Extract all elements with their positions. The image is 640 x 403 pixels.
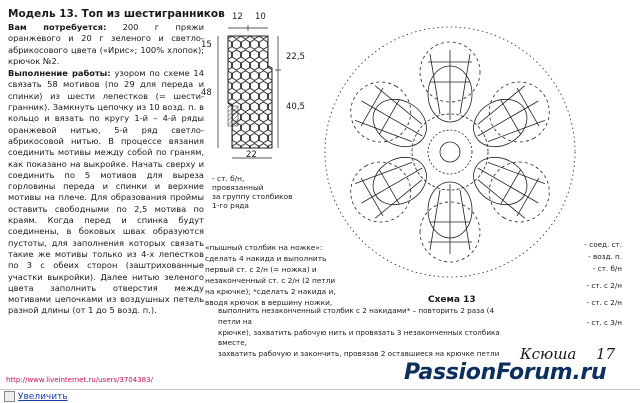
legend-right-1: - соед. ст. [584,240,622,249]
page-title: Модель 13. Топ из шестигранников [8,8,225,20]
bottom-bar [0,389,640,403]
dim-top-right: 10 [255,12,266,22]
enlarge-label: Увеличить [18,391,68,402]
dim-bottom: 22 [246,150,257,160]
site-watermark: PassionForum.ru [404,360,607,385]
work-text: узором по схеме 14 связать 58 мотивов (по 29 для переда и спинки) из шести лепестков (= шести-гранник). Замкнуть цепочку из 10 возд. п. в кольцо и вязать по кругу 1-й – 4-й ряды оранжевой нитью, 5-й ряд светло-абрикосовой нитью. В процессе вязания соединить мотивы между собой по граням, как показано на выкройке. Начать сверху и соединить по 5 мотивов для выреза горловины переда и спинки и верхние мотивы на плече. Для образования проймы оставить свободными по 2,5 мотива по краям. Когда перед и спинка будут соединены, в боковых швах образуются пустоты, для заполнения которых связать такие же мотивы только из 4-х лепестков по 3 с обеих сторон (заштрихованные участки выкройки). Далее нитью зеленого цвета заполнить отверстия между мотивами цепочками из воздушных петель разной длины (от 1 до 5 возд. п.). [8,68,204,316]
enlarge-link[interactable] [4,391,68,402]
legend-line: 1-го ряда [212,201,249,210]
note-line: первый ст. с 2/н (= ножка) и [205,265,317,274]
note-line: захватить рабочую и закончить, провязав 2 оставшиеся на крючке петли [218,349,500,359]
note-line: крючке), захватить рабочую нить и провязать 3 незаконченных столбика вместе, [218,327,500,348]
legend-right-3: - ст. б/н [592,264,622,273]
note-line: «пышный столбик на ножке»: [205,243,323,252]
puff-stitch-note-cont [218,306,518,360]
legend-line: - ст. б/н, [212,174,245,183]
note-line: сделать 4 накида и выполнить [205,254,327,263]
materials-lead: Вам потребуется: [8,22,107,32]
materials-text: 200 г пряжи оранжевого и 20 г зеленого и светло-абрикосового цвета («Ирис»; 100% хлопок); крючок №2. [8,22,205,66]
instructions-text [8,22,204,318]
source-url: http://www.liveinternet.ru/users/3704383/ [6,376,153,384]
legend-line: провязанный [212,183,264,192]
dim-left-main: 48 [201,88,212,98]
legend-right-2: - возд. п. [588,252,622,261]
author-signature: Ксюша [520,345,577,363]
magnifier-icon [4,391,15,402]
legend-right-5: - ст. с 2/н [586,298,622,307]
dim-right-top: 22,5 [286,52,305,62]
note-line: выполнить незаконченный столбик с 2 накидами* – повторить 2 раза (4 петли на [218,306,495,326]
dim-left-top: 15 [201,40,212,50]
page-number: 17 [596,345,616,363]
scheme-label: Схема 13 [428,295,476,305]
legend-right-6: - ст. с 3/н [586,318,622,327]
work-lead: Выполнение работы: [8,68,111,79]
dim-top-left: 12 [232,12,243,22]
materials-paragraph [8,22,204,67]
dim-right-bottom: 40,5 [286,102,305,112]
note-line: незаконченный ст. с 2/н (2 петли [205,276,336,285]
note-line: вводя крючок в вершину ножки, [205,298,333,307]
legend-line: за группу столбиков [212,192,293,201]
legend-right-4: - ст. с 2/н [586,281,622,290]
work-paragraph [8,68,204,317]
crochet-diagram [280,2,620,302]
note-line: на крючке); *сделать 2 накида и, [205,287,336,296]
